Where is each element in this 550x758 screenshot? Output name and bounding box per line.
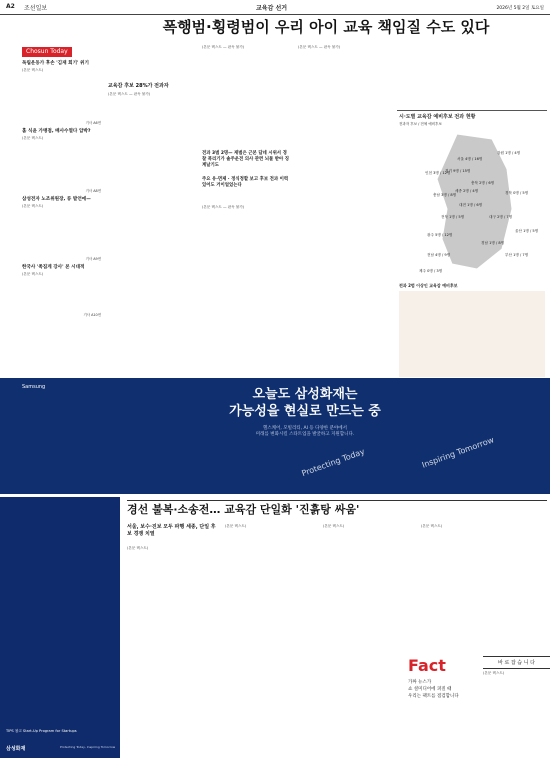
sidebar-item-byline: 기사 A9면: [85, 257, 101, 261]
fact-box: [408, 656, 480, 758]
region-label: 대구 2명 / 7명: [489, 215, 513, 219]
ad2-title: TIPS 참고 Start-Up Program for Startups: [6, 729, 77, 733]
samsung-fire-ad-banner[interactable]: [0, 378, 550, 494]
region-label: 서울 4명 / 16명: [457, 157, 483, 161]
corrections-title: 바 로 잡 습 니 다: [483, 656, 550, 669]
article-1: [108, 45, 394, 375]
region-label: 경기 9명 / 15명: [445, 169, 471, 173]
article-1-subhead-2: 전과 3범 2명— 재범은 근본 답네 시위서 경찰 폭리기가 솔주운전 의사 관련 뇌물 받아 징계날기도: [202, 151, 290, 168]
corrections-box: [483, 656, 550, 758]
ad-brand: Samsung: [22, 384, 46, 390]
region-label: 충북 2명 / 6명: [471, 181, 495, 185]
main-headline: 폭행범·횡령범이 우리 아이 교육 책임질 수도 있다: [162, 18, 490, 36]
article-2-subhead: 서울, 보수·진보 모두 파행 세종, 단일 후보 경쟁 치열: [127, 524, 216, 537]
region-label: 경북 0명 / 5명: [505, 191, 529, 195]
map-note: 전과 2범 이상인 교육감 예비후보: [399, 283, 458, 288]
region-label: 전북 1명 / 5명: [441, 215, 465, 219]
page-number: A2: [6, 3, 15, 10]
region-label: 충남 3명 / 8명: [433, 193, 457, 197]
region-label: 제주 0명 / 3명: [419, 269, 443, 273]
candidate-boxes: [399, 291, 545, 377]
article-2-col-3: (본문 텍스트): [323, 524, 345, 528]
page-header: [0, 0, 550, 15]
region-label: 세종 2명 / 4명: [455, 189, 479, 193]
headline-2: 경선 불복·소송전… 교육감 단일화 '진흙탕 싸움': [127, 500, 547, 519]
region-label: 광주 5명 / 12명: [427, 233, 453, 237]
sidebar-item[interactable]: [22, 265, 101, 317]
ad-banner-text-1: Protecting Today: [300, 446, 366, 479]
paper-name: 조선일보: [24, 5, 48, 12]
sidebar-item-title: 삼성전자 노조위원장, 류 발언에—: [22, 197, 91, 202]
map-legend: 전과자 후보 / 전체 예비후보: [399, 122, 442, 126]
corrections-body: (본문 텍스트): [483, 671, 505, 675]
section-title: 교육감 선거: [256, 5, 288, 12]
article-2-col-1: (본문 텍스트): [127, 546, 149, 550]
article-2-col-4: (본문 텍스트): [421, 524, 443, 528]
article-1-col-2a: (본문 텍스트 — 판독 불가): [202, 45, 245, 49]
article-1-col-1: (본문 텍스트 — 판독 불가): [108, 92, 151, 96]
sidebar-item[interactable]: [22, 197, 101, 261]
fact-description: 가짜 뉴스가 쇼 셜미디어에 퍼질 때 우리는 팩트를 점검합니다: [408, 680, 459, 699]
ad-subtext: 헬스케어, 모빌리티, AI 등 다양한 분야에서 미래를 변화시킬 스타트업을 발굴하고 지원합니다.: [255, 426, 355, 437]
sidebar-item-title: 한국사 '족집게 강사' 본 시대적: [22, 265, 85, 270]
article-1-subhead-3: 주요 유·면제 · 정식정할 보고 후보 전과 이력 있어도 거이얼었는다: [202, 177, 289, 188]
article-2-col-2: (본문 텍스트): [225, 524, 247, 528]
article-1-col-2b: (본문 텍스트 — 판독 불가): [202, 205, 245, 209]
samsung-fire-ad-bottom[interactable]: [0, 497, 120, 758]
sidebar-item[interactable]: [22, 129, 101, 193]
sidebar-item-body: (본문 텍스트): [22, 272, 44, 276]
ad-banner-text-2: Inspiring Tomorrow: [420, 435, 496, 470]
region-label: 강원 1명 / 4명: [497, 151, 521, 155]
region-label: 대전 1명 / 6명: [459, 203, 483, 207]
region-label: 부산 1명 / 7명: [505, 253, 529, 257]
region-label: 경남 1명 / 8명: [481, 241, 505, 245]
sidebar-item-byline: 기사 A10면: [83, 313, 101, 317]
ad2-slogan: Protecting Today, Inspiring Tomorrow: [60, 745, 116, 749]
region-labels: [397, 129, 547, 279]
sidebar-item-body: (본문 텍스트): [22, 68, 44, 72]
sidebar-item-title: 독립운동가 후손 '김재 회기' 위기: [22, 61, 89, 66]
ad-headline: 오늘도 삼성화재는 가능성을 현실로 만드는 중: [229, 387, 381, 419]
article-1-col-3: (본문 텍스트 — 판독 불가): [298, 45, 341, 49]
region-label: 울산 1명 / 5명: [515, 229, 539, 233]
date: 2026년 5월 2일 토요일: [496, 6, 544, 11]
article-1-subhead: 교육감 후보 28%가 전과자: [108, 83, 169, 89]
sidebar-item-body: (본문 텍스트): [22, 204, 44, 208]
sidebar-item-byline: 기사 A8면: [85, 189, 101, 193]
region-label: 인천 3명 / 12명: [425, 171, 451, 175]
sidebar-item[interactable]: [22, 61, 101, 125]
map-title: 시·도별 교육감 예비후보 전과 현황: [399, 114, 476, 120]
sidebar-item-byline: 기사 A6면: [85, 121, 101, 125]
ad2-brand: 삼성화재: [6, 746, 26, 752]
region-label: 전남 4명 / 9명: [427, 253, 451, 257]
chosun-today-sidebar: [22, 38, 101, 368]
map-infographic: [397, 110, 547, 379]
sidebar-tab: Chosun Today: [22, 47, 72, 57]
article-2: [127, 524, 547, 654]
sidebar-item-title: 홈 식윤 가맹점, 배사수열다 압박?: [22, 129, 91, 134]
fact-title: Fact: [408, 656, 446, 675]
sidebar-item-body: (본문 텍스트): [22, 136, 44, 140]
